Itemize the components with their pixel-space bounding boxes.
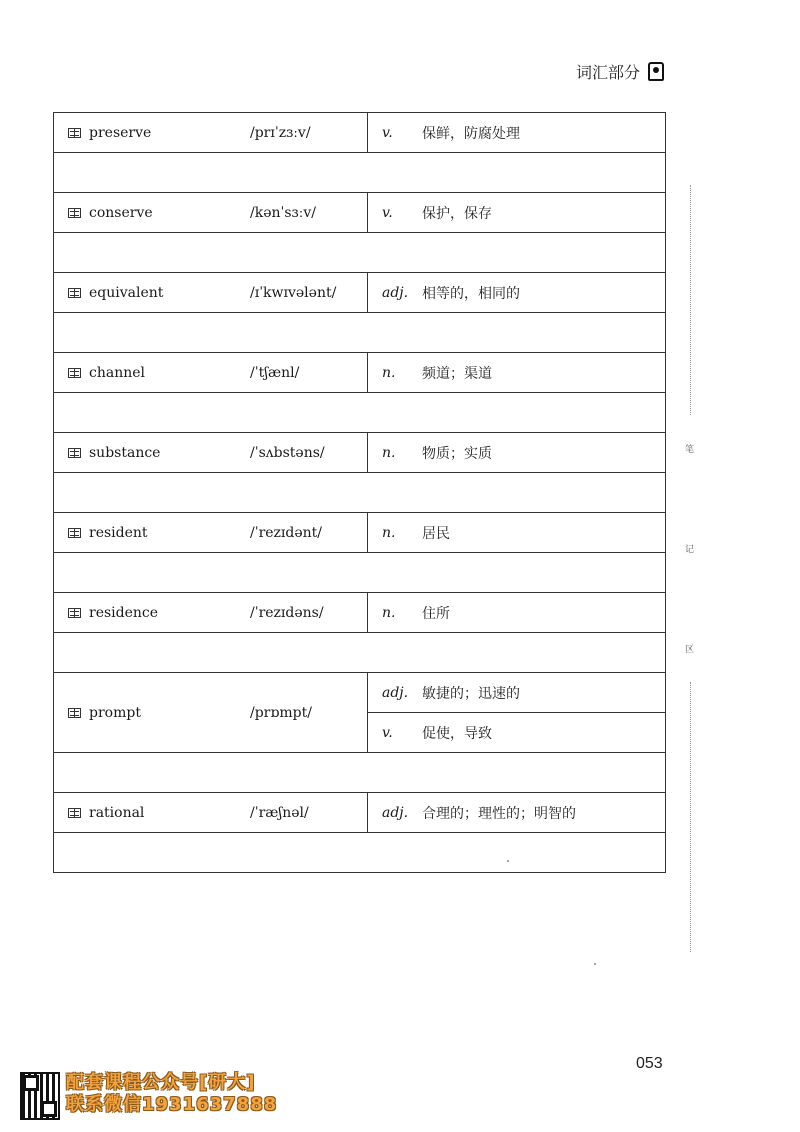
vocab-row bbox=[54, 433, 665, 473]
vocab-word: equivalent bbox=[89, 284, 164, 301]
blank-note-row bbox=[54, 553, 665, 593]
vocab-meaning: 居民 bbox=[422, 525, 450, 542]
page-header bbox=[576, 60, 664, 83]
vocab-meaning: 促使，导致 bbox=[422, 725, 492, 742]
notes-divider bbox=[690, 185, 691, 415]
vocab-row bbox=[54, 793, 665, 833]
book-icon bbox=[68, 808, 81, 818]
blank-note-row bbox=[54, 473, 665, 513]
vocab-word: rational bbox=[89, 804, 145, 821]
vocab-meaning: 住所 bbox=[422, 605, 450, 622]
vocab-word: residence bbox=[89, 604, 159, 621]
vocab-word: prompt bbox=[89, 704, 141, 721]
vocab-meaning: 敏捷的；迅速的 bbox=[422, 685, 520, 702]
part-of-speech: n. bbox=[382, 444, 396, 461]
page-number: 053 bbox=[636, 1055, 663, 1072]
blank-note-row bbox=[54, 313, 665, 353]
vocab-row bbox=[54, 673, 665, 753]
vocab-phonetic: /ˈræʃnəl/ bbox=[244, 793, 368, 832]
blank-note-row bbox=[54, 633, 665, 673]
part-of-speech: v. bbox=[382, 724, 393, 741]
vocab-phonetic: /ˈtʃænl/ bbox=[244, 353, 368, 392]
vocab-phonetic: /ˈsʌbstəns/ bbox=[244, 433, 368, 472]
vocab-word: channel bbox=[89, 364, 145, 381]
vocab-phonetic: /ˈrezɪdənt/ bbox=[244, 513, 368, 552]
book-icon bbox=[68, 608, 81, 618]
part-of-speech: adj. bbox=[382, 284, 409, 301]
vocab-meaning: 合理的；理性的；明智的 bbox=[422, 805, 576, 822]
vocab-row bbox=[54, 113, 665, 153]
book-icon bbox=[68, 448, 81, 458]
promo-line: 联系微信1931637888 bbox=[66, 1094, 278, 1115]
vocab-word: conserve bbox=[89, 204, 153, 221]
notes-label-char: 笔 bbox=[685, 445, 695, 455]
book-icon bbox=[68, 128, 81, 138]
vocab-word: preserve bbox=[89, 124, 152, 141]
book-icon bbox=[648, 62, 664, 81]
section-title: 词汇部分 bbox=[575, 63, 640, 82]
blank-note-row bbox=[54, 153, 665, 193]
book-icon bbox=[68, 288, 81, 298]
vocab-word: resident bbox=[89, 524, 148, 541]
part-of-speech: n. bbox=[382, 524, 396, 541]
vocab-phonetic: /ˈrezɪdəns/ bbox=[244, 593, 368, 632]
vocab-row bbox=[54, 193, 665, 233]
book-icon bbox=[68, 208, 81, 218]
blank-note-row bbox=[54, 753, 665, 793]
notes-divider bbox=[690, 682, 691, 952]
vocab-row bbox=[54, 513, 665, 553]
vocab-meaning: 保护，保存 bbox=[422, 205, 492, 222]
part-of-speech: adj. bbox=[382, 684, 409, 701]
book-icon bbox=[68, 708, 81, 718]
promo-line: 配套课程公众号[研大] bbox=[66, 1072, 256, 1093]
blank-note-row bbox=[54, 833, 665, 873]
vocab-word: substance bbox=[89, 444, 161, 461]
vocab-phonetic: /ɪˈkwɪvələnt/ bbox=[244, 273, 368, 312]
notes-label-char: 区 bbox=[685, 645, 695, 655]
part-of-speech: adj. bbox=[382, 804, 409, 821]
part-of-speech: v. bbox=[382, 124, 393, 141]
vocab-meaning: 物质；实质 bbox=[422, 445, 492, 462]
vocab-row bbox=[54, 273, 665, 313]
scan-speck bbox=[507, 860, 509, 862]
part-of-speech: n. bbox=[382, 364, 396, 381]
qr-code-icon bbox=[20, 1072, 60, 1120]
vocabulary-table bbox=[53, 112, 666, 873]
part-of-speech: n. bbox=[382, 604, 396, 621]
blank-note-row bbox=[54, 233, 665, 273]
vocab-meaning: 保鲜，防腐处理 bbox=[422, 125, 520, 142]
part-of-speech: v. bbox=[382, 204, 393, 221]
vocab-meaning: 相等的，相同的 bbox=[422, 285, 520, 302]
vocab-row bbox=[54, 353, 665, 393]
vocab-phonetic: /kənˈsɜːv/ bbox=[244, 193, 368, 232]
book-icon bbox=[68, 528, 81, 538]
vocab-row bbox=[54, 593, 665, 633]
scan-speck bbox=[594, 963, 596, 965]
vocab-phonetic: /prɪˈzɜːv/ bbox=[244, 113, 368, 152]
promo-watermark bbox=[20, 1072, 277, 1120]
book-icon bbox=[68, 368, 81, 378]
vocab-phonetic: /prɒmpt/ bbox=[244, 673, 368, 752]
notes-label-char: 记 bbox=[685, 545, 695, 555]
blank-note-row bbox=[54, 393, 665, 433]
vocab-meaning: 频道；渠道 bbox=[422, 365, 492, 382]
